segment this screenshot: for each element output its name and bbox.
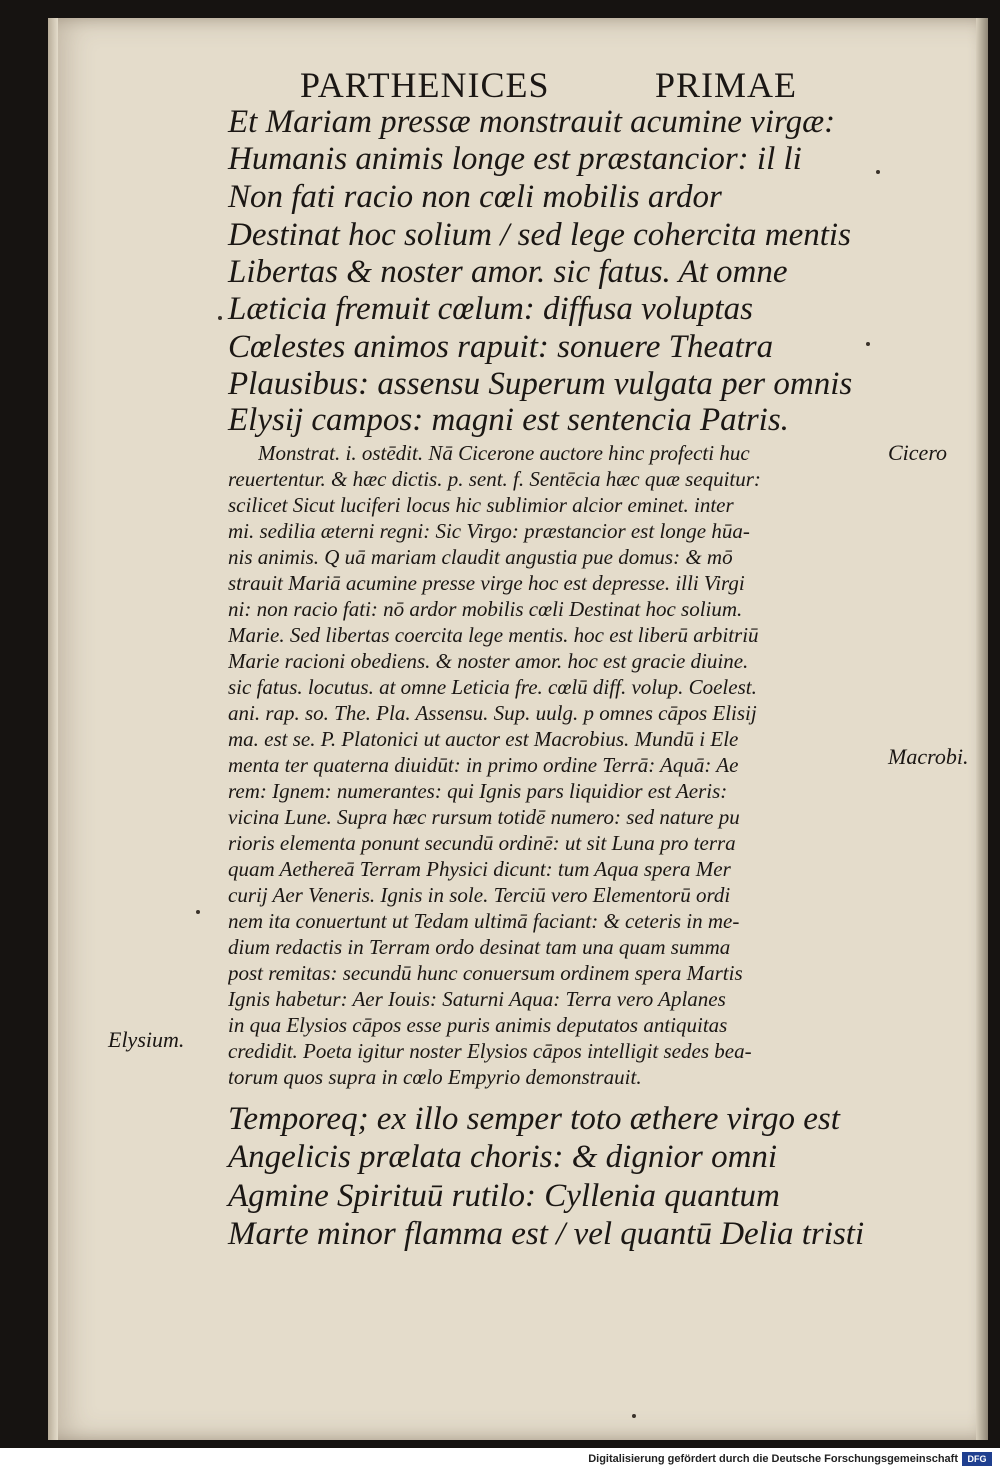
- commentary-line: mi. sedilia æterni regni: Sic Virgo: præstancior est longe hūa-: [228, 519, 750, 543]
- verse-line: Plausibus: assensu Superum vulgata per omnis: [228, 366, 853, 402]
- commentary-line: quam Aethereā Terram Physici dicunt: tum Aqua spera Mer: [228, 857, 731, 881]
- commentary-line: dium redactis in Terram ordo desinat tam una quam summa: [228, 935, 731, 959]
- verse-line: Læticia fremuit cœlum: diffusa voluptas: [228, 291, 753, 327]
- verse-line: Cœlestes animos rapuit: sonuere Theatra: [228, 329, 774, 365]
- commentary-line: sic fatus. locutus. at omne Leticia fre. cœlū diff. volup. Coelest.: [228, 675, 757, 699]
- running-head: [300, 64, 820, 108]
- commentary-line: reuertentur. & hæc dictis. p. sent. f. Sentēcia hæc quæ sequitur:: [228, 467, 761, 491]
- commentary-line: rem: Ignem: numerantes: qui Ignis pars liquidior est Aeris:: [228, 779, 728, 803]
- commentary-line: nis animis. Q uā mariam claudit angustia pue domus: & mō: [228, 545, 733, 569]
- verse-line: Humanis animis longe est præstancior: il li: [228, 141, 802, 177]
- marginal-note-macrobius: Macrobi.: [888, 744, 969, 769]
- commentary-line: Ignis habetur: Aer Iouis: Saturni Aqua: Terra vero Aplanes: [228, 987, 726, 1011]
- verse-line: Angelicis prælata choris: & dignior omni: [228, 1139, 778, 1175]
- verse-line: Non fati racio non cœli mobilis ardor: [228, 179, 722, 215]
- ink-speck: [218, 316, 222, 320]
- commentary-line: Marie racioni obediens. & noster amor. hoc est gracie diuine.: [228, 649, 749, 673]
- verse-line: Elysij campos: magni est sentencia Patris.: [228, 402, 789, 438]
- verse-line: Destinat hoc solium / sed lege cohercita mentis: [228, 217, 851, 253]
- commentary-line: scilicet Sicut luciferi locus hic sublimior alcior eminet. inter: [228, 493, 734, 517]
- commentary-line: ma. est se. P. Platonici ut auctor est Macrobius. Mundū i Ele: [228, 727, 739, 751]
- verse-line: Marte minor flamma est / vel quantū Delia tristi: [228, 1216, 865, 1252]
- ink-speck: [876, 170, 880, 174]
- verse-line: Et Mariam pressæ monstrauit acumine virgæ:: [228, 104, 836, 140]
- verse-line: Libertas & noster amor. sic fatus. At omne: [228, 254, 788, 290]
- commentary-line: in qua Elysios cāpos esse puris animis deputatos antiquitas: [228, 1013, 728, 1037]
- commentary-line: ni: non racio fati: nō ardor mobilis cœli Destinat hoc solium.: [228, 597, 743, 621]
- footer-credit: Digitalisierung gefördert durch die Deutsche Forschungsgemeinschaft: [588, 1453, 958, 1465]
- ink-speck: [632, 1414, 636, 1418]
- commentary-line: vicina Lune. Supra hæc rursum totidē numero: sed nature pu: [228, 805, 740, 829]
- commentary-line: torum quos supra in cœlo Empyrio demonstrauit.: [228, 1065, 642, 1089]
- commentary-line: strauit Mariā acumine presse virge hoc est depresse. illi Virgi: [228, 571, 745, 595]
- ink-speck: [196, 910, 200, 914]
- commentary-line: Monstrat. i. ostēdit. Nā Cicerone auctore hinc profecti huc: [258, 441, 750, 465]
- commentary-line: rioris elementa ponunt secundū ordinē: ut sit Luna pro terra: [228, 831, 736, 855]
- commentary-line: Marie. Sed libertas coercita lege mentis. hoc est liberū arbitriū: [228, 623, 759, 647]
- ink-speck: [866, 342, 870, 346]
- running-head-right: PRIMAE: [655, 65, 798, 105]
- commentary-line: curij Aer Veneris. Ignis in sole. Terciū vero Elementorū ordi: [228, 883, 731, 907]
- commentary-line: post remitas: secundū hunc conuersum ordinem spera Martis: [228, 961, 743, 985]
- page-gutter-shadow: [48, 18, 58, 1440]
- commentary-line: ani. rap. so. The. Pla. Assensu. Sup. uulg. p omnes cāpos Elisij: [228, 701, 757, 725]
- commentary-line: menta ter quaterna diuidūt: in primo ordine Terrā: Aquā: Ae: [228, 753, 739, 777]
- page-right-edge: [976, 18, 988, 1440]
- digitization-footer: [0, 1448, 1000, 1470]
- marginal-note-elysium: Elysium.: [108, 1027, 185, 1052]
- marginal-note-cicero: Cicero: [888, 440, 948, 465]
- verse-line: Temporeq; ex illo semper toto æthere virgo est: [228, 1101, 840, 1137]
- commentary-line: nem ita conuertunt ut Tedam ultimā faciant: & ceteris in me-: [228, 909, 740, 933]
- dfg-logo: DFG: [962, 1452, 992, 1466]
- running-head-left: PARTHENICES: [300, 65, 550, 105]
- commentary-line: credidit. Poeta igitur noster Elysios cāpos intelligit sedes bea-: [228, 1039, 752, 1063]
- verse-line: Agmine Spirituū rutilo: Cyllenia quantum: [228, 1178, 780, 1214]
